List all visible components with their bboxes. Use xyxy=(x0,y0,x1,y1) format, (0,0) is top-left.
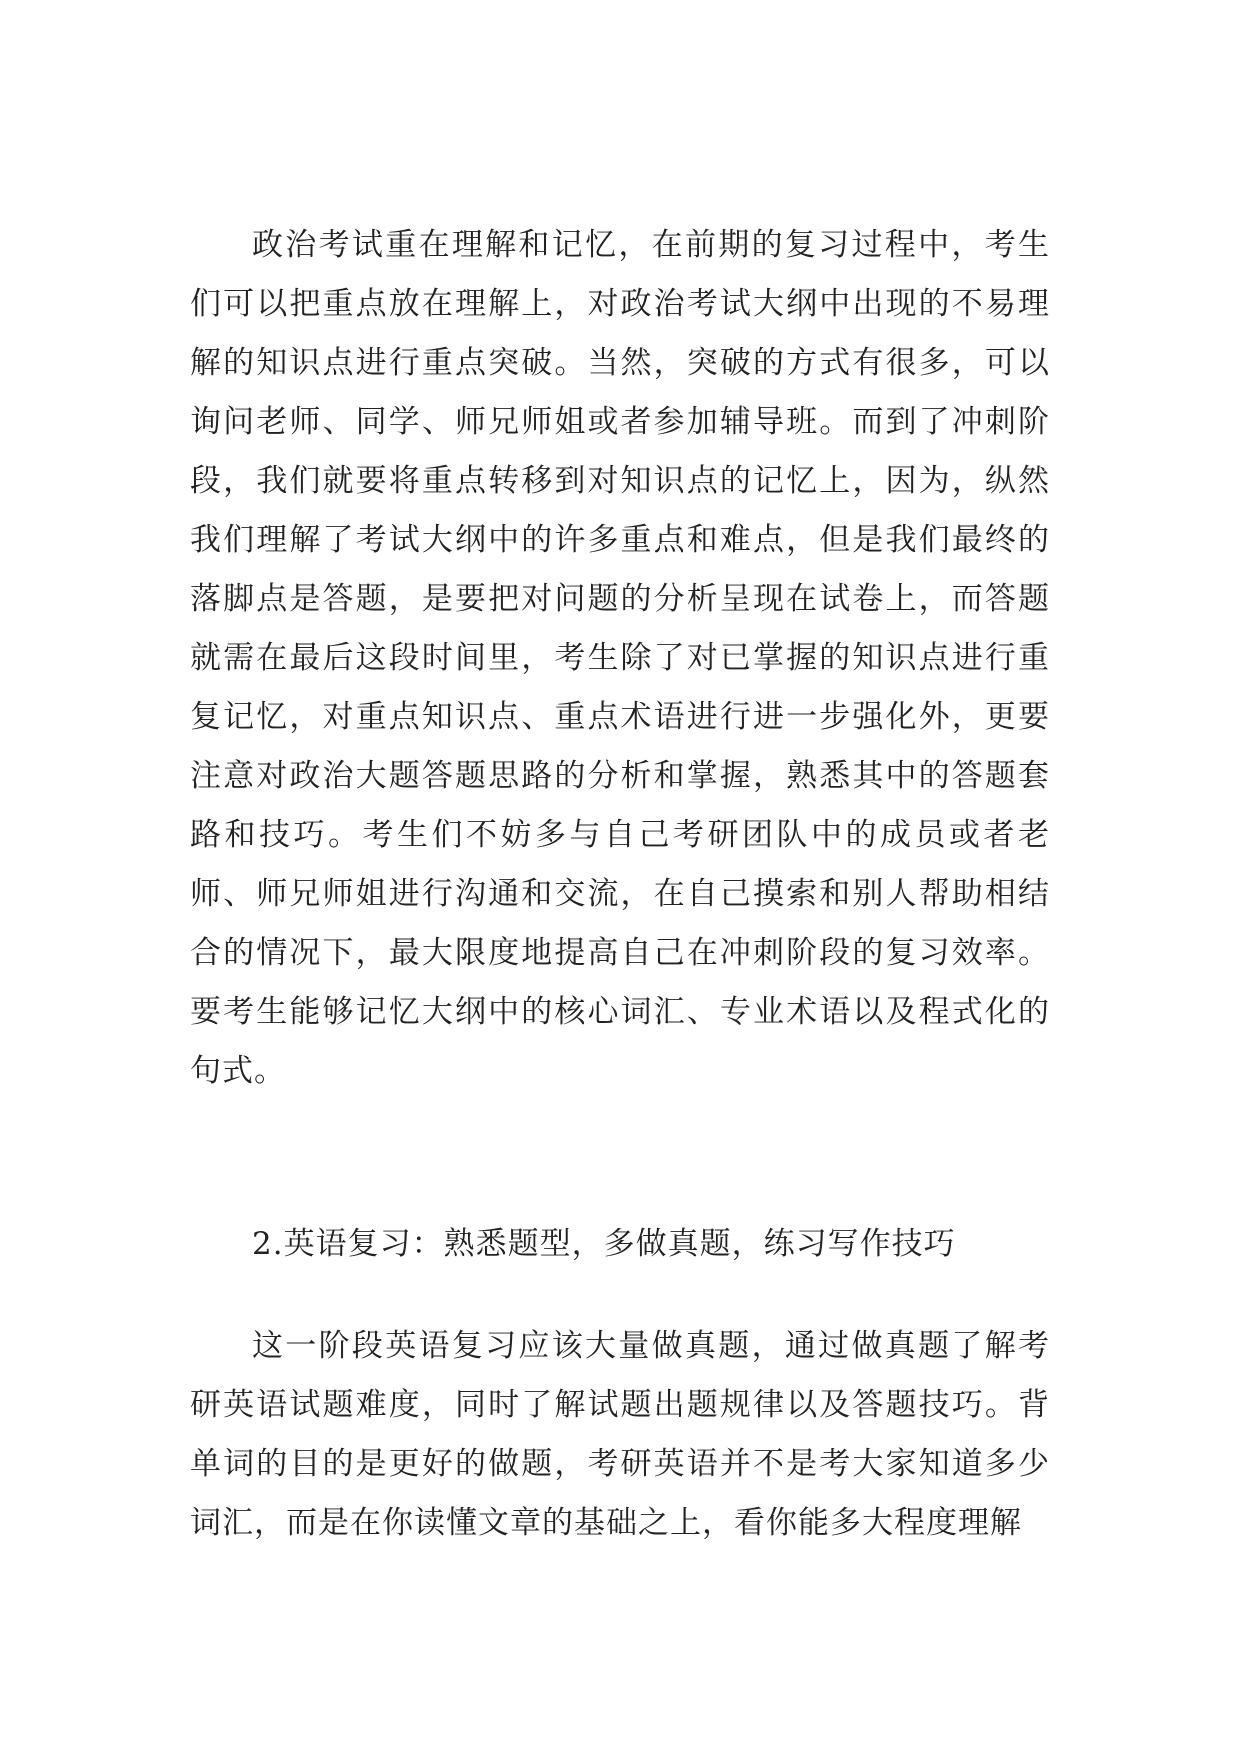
politics-review-paragraph: 政治考试重在理解和记忆，在前期的复习过程中，考生们可以把重点放在理解上，对政治考试大纲中出现的不易理解的知识点进行重点突破。当然，突破的方式有很多，可以询问老师、同学、师兄师姐或者参加辅导班。而到了冲刺阶段，我们就要将重点转移到对知识点的记忆上，因为，纵然我们理解了考试大纲中的许多重点和难点，但是我们最终的落脚点是答题，是要把对问题的分析呈现在试卷上，而答题就需在最后这段时间里，考生除了对已掌握的知识点进行重复记忆，对重点知识点、重点术语进行进一步强化外，更要注意对政治大题答题思路的分析和掌握，熟悉其中的答题套路和技巧。考生们不妨多与自己考研团队中的成员或者老师、师兄师姐进行沟通和交流，在自己摸索和别人帮助相结合的情况下，最大限度地提高自己在冲刺阶段的复习效率。要考生能够记忆大纲中的核心词汇、专业术语以及程式化的句式。 xyxy=(190,227,1050,1089)
english-review-heading: 2.英语复习：熟悉题型，多做真题，练习写作技巧 xyxy=(252,1226,956,1262)
english-review-paragraph: 这一阶段英语复习应该大量做真题，通过做真题了解考研英语试题难度，同时了解试题出题规律以及答题技巧。背单词的目的是更好的做题，考研英语并不是考大家知道多少词汇，而是在你读懂文章的基础之上，看你能多大程度理解 xyxy=(190,1328,1050,1541)
